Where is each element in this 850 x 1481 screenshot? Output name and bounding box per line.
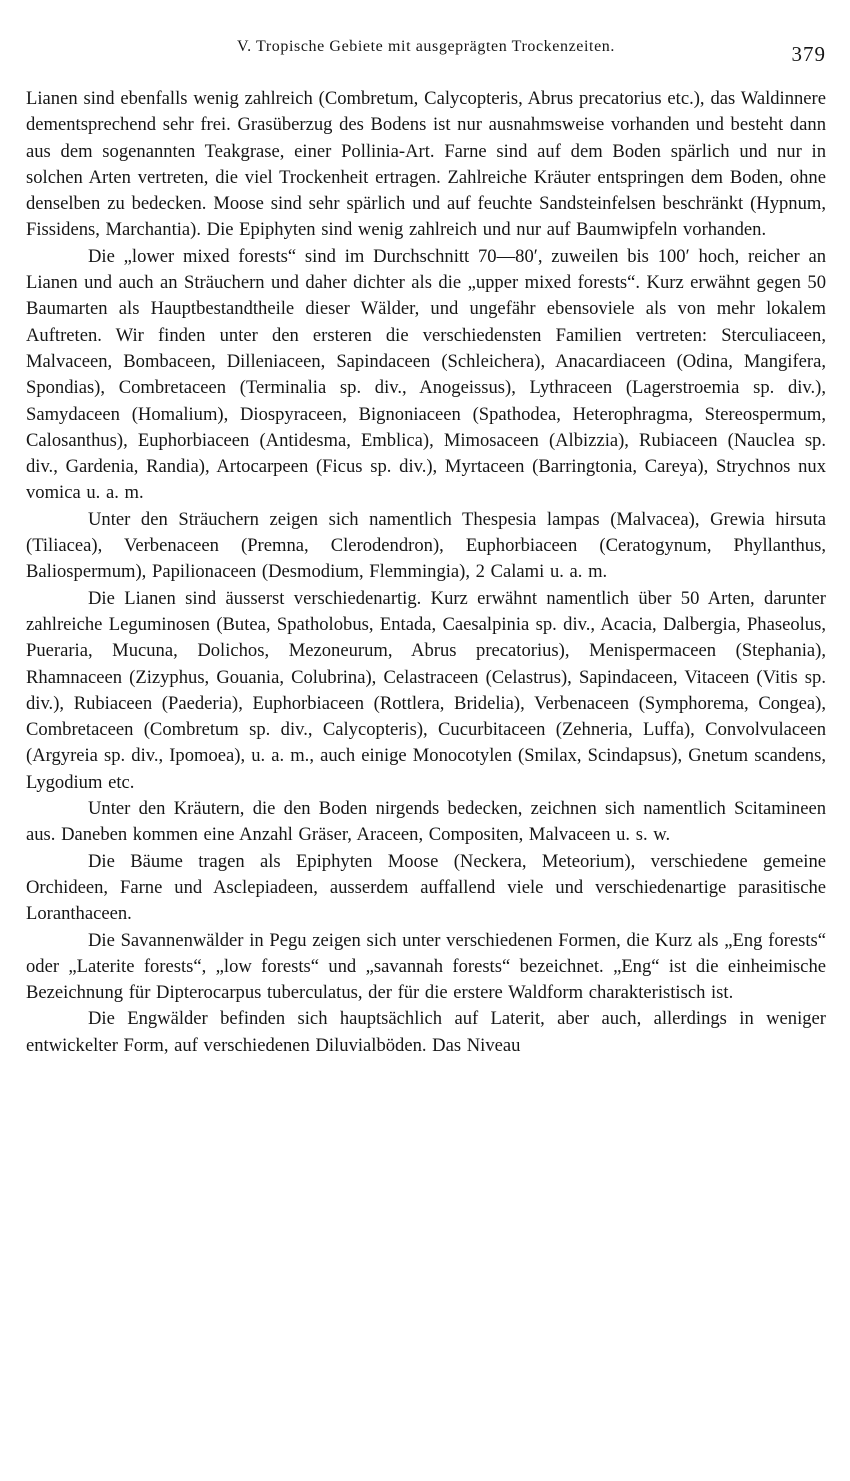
running-header <box>26 36 826 66</box>
paragraph-1: Lianen sind ebenfalls wenig zahlreich (Combretum, Calycopteris, Abrus precatorius etc.), das Waldinnere dementsprechend sehr frei. Grasüberzug des Bodens ist nur ausnahmsweise vorhanden und besteht dann aus dem sogenannten Teakgrase, einer Pollinia-Art. Farne sind auf dem Boden spärlich und nur in solchen Arten vertreten, die viel Trockenheit ertragen. Zahlreiche Kräuter entspringen dem Boden, ohne denselben zu bedecken. Moose sind sehr spärlich und auf feuchte Sandsteinfelsen beschränkt (Hypnum, Fissidens, Marchantia). Die Epiphyten sind wenig zahlreich und nur auf Baumwipfeln vorhanden. <box>26 88 826 241</box>
paragraph-5: Unter den Kräutern, die den Boden nirgends bedecken, zeichnen sich namentlich Scitamineen aus. Daneben kommen eine Anzahl Gräser, Araceen, Compositen, Malvaceen u. s. w. <box>26 798 826 846</box>
page-number: 379 <box>791 42 826 66</box>
paragraph-7: Die Savannenwälder in Pegu zeigen sich unter verschiedenen Formen, die Kurz als „Eng forests“ oder „Laterite forests“, „low forests“ und „savannah forests“ bezeichnet. „Eng“ ist die einheimische Bezeichnung für Dipterocarpus tuberculatus, der für die erstere Waldform charakteristisch ist. <box>26 929 826 1004</box>
body-text <box>26 86 826 1059</box>
chapter-title: V. Tropische Gebiete mit ausgeprägten Trockenzeiten. <box>237 38 615 55</box>
paragraph-3: Unter den Sträuchern zeigen sich namentlich Thespesia lampas (Malvacea), Grewia hirsuta (Tiliacea), Verbenaceen (Premna, Clerodendron), Euphorbiaceen (Ceratogynum, Phyllanthus, Baliospermum), Papilionaceen (Desmodium, Flemmingia), 2 Calami u. a. m. <box>26 508 826 583</box>
paragraph-2: Die „lower mixed forests“ sind im Durchschnitt 70—80′, zuweilen bis 100′ hoch, reicher an Lianen und auch an Sträuchern und daher dichter als die „upper mixed forests“. Kurz erwähnt gegen 50 Baumarten als Hauptbestandtheile dieser Wälder, und ungefähr ebensoviele als von mehr lokalem Auftreten. Wir finden unter den ersteren die verschiedensten Familien vertreten: Sterculiaceen, Malvaceen, Bombaceen, Dilleniaceen, Sapindaceen (Schleichera), Anacardiaceen (Odina, Mangifera, Spondias), Combretaceen (Terminalia sp. div., Anogeissus), Lythraceen (Lagerstroemia sp. div.), Samydaceen (Homalium), Diospyraceen, Bignoniaceen (Spathodea, Heterophragma, Stereospermum, Calosanthus), Euphorbiaceen (Antidesma, Emblica), Mimosaceen (Albizzia), Rubiaceen (Nauclea sp. div., Gardenia, Randia), Artocarpeen (Ficus sp. div.), Myrtaceen (Barringtonia, Careya), Strychnos nux vomica u. a. m. <box>26 245 826 504</box>
paragraph-8: Die Engwälder befinden sich hauptsächlich auf Laterit, aber auch, allerdings in weniger entwickelter Form, auf verschiedenen Diluvialböden. Das Niveau <box>26 1008 826 1056</box>
paragraph-4: Die Lianen sind äusserst verschiedenartig. Kurz erwähnt namentlich über 50 Arten, darunter zahlreiche Leguminosen (Butea, Spatholobus, Entada, Caesalpinia sp. div., Acacia, Dalbergia, Phaseolus, Pueraria, Mucuna, Dolichos, Mezoneurum, Abrus precatorius), Menispermaceen (Stephania), Rhamnaceen (Zizyphus, Gouania, Colubrina), Celastraceen (Celastrus), Sapindaceen, Vitaceen (Vitis sp. div.), Rubiaceen (Paederia), Euphorbiaceen (Rottlera, Bridelia), Verbenaceen (Symphorema, Congea), Combretaceen (Combretum sp. div., Calycopteris), Cucurbitaceen (Zehneria, Luffa), Convolvulaceen (Argyreia sp. div., Ipomoea), u. a. m., auch einige Monocotylen (Smilax, Scindapsus), Gnetum scandens, Lygodium etc. <box>26 587 826 793</box>
paragraph-6: Die Bäume tragen als Epiphyten Moose (Neckera, Meteorium), verschiedene gemeine Orchideen, Farne und Asclepiadeen, ausserdem auffallend viele und verschiedenartige parasitische Loranthaceen. <box>26 850 826 925</box>
